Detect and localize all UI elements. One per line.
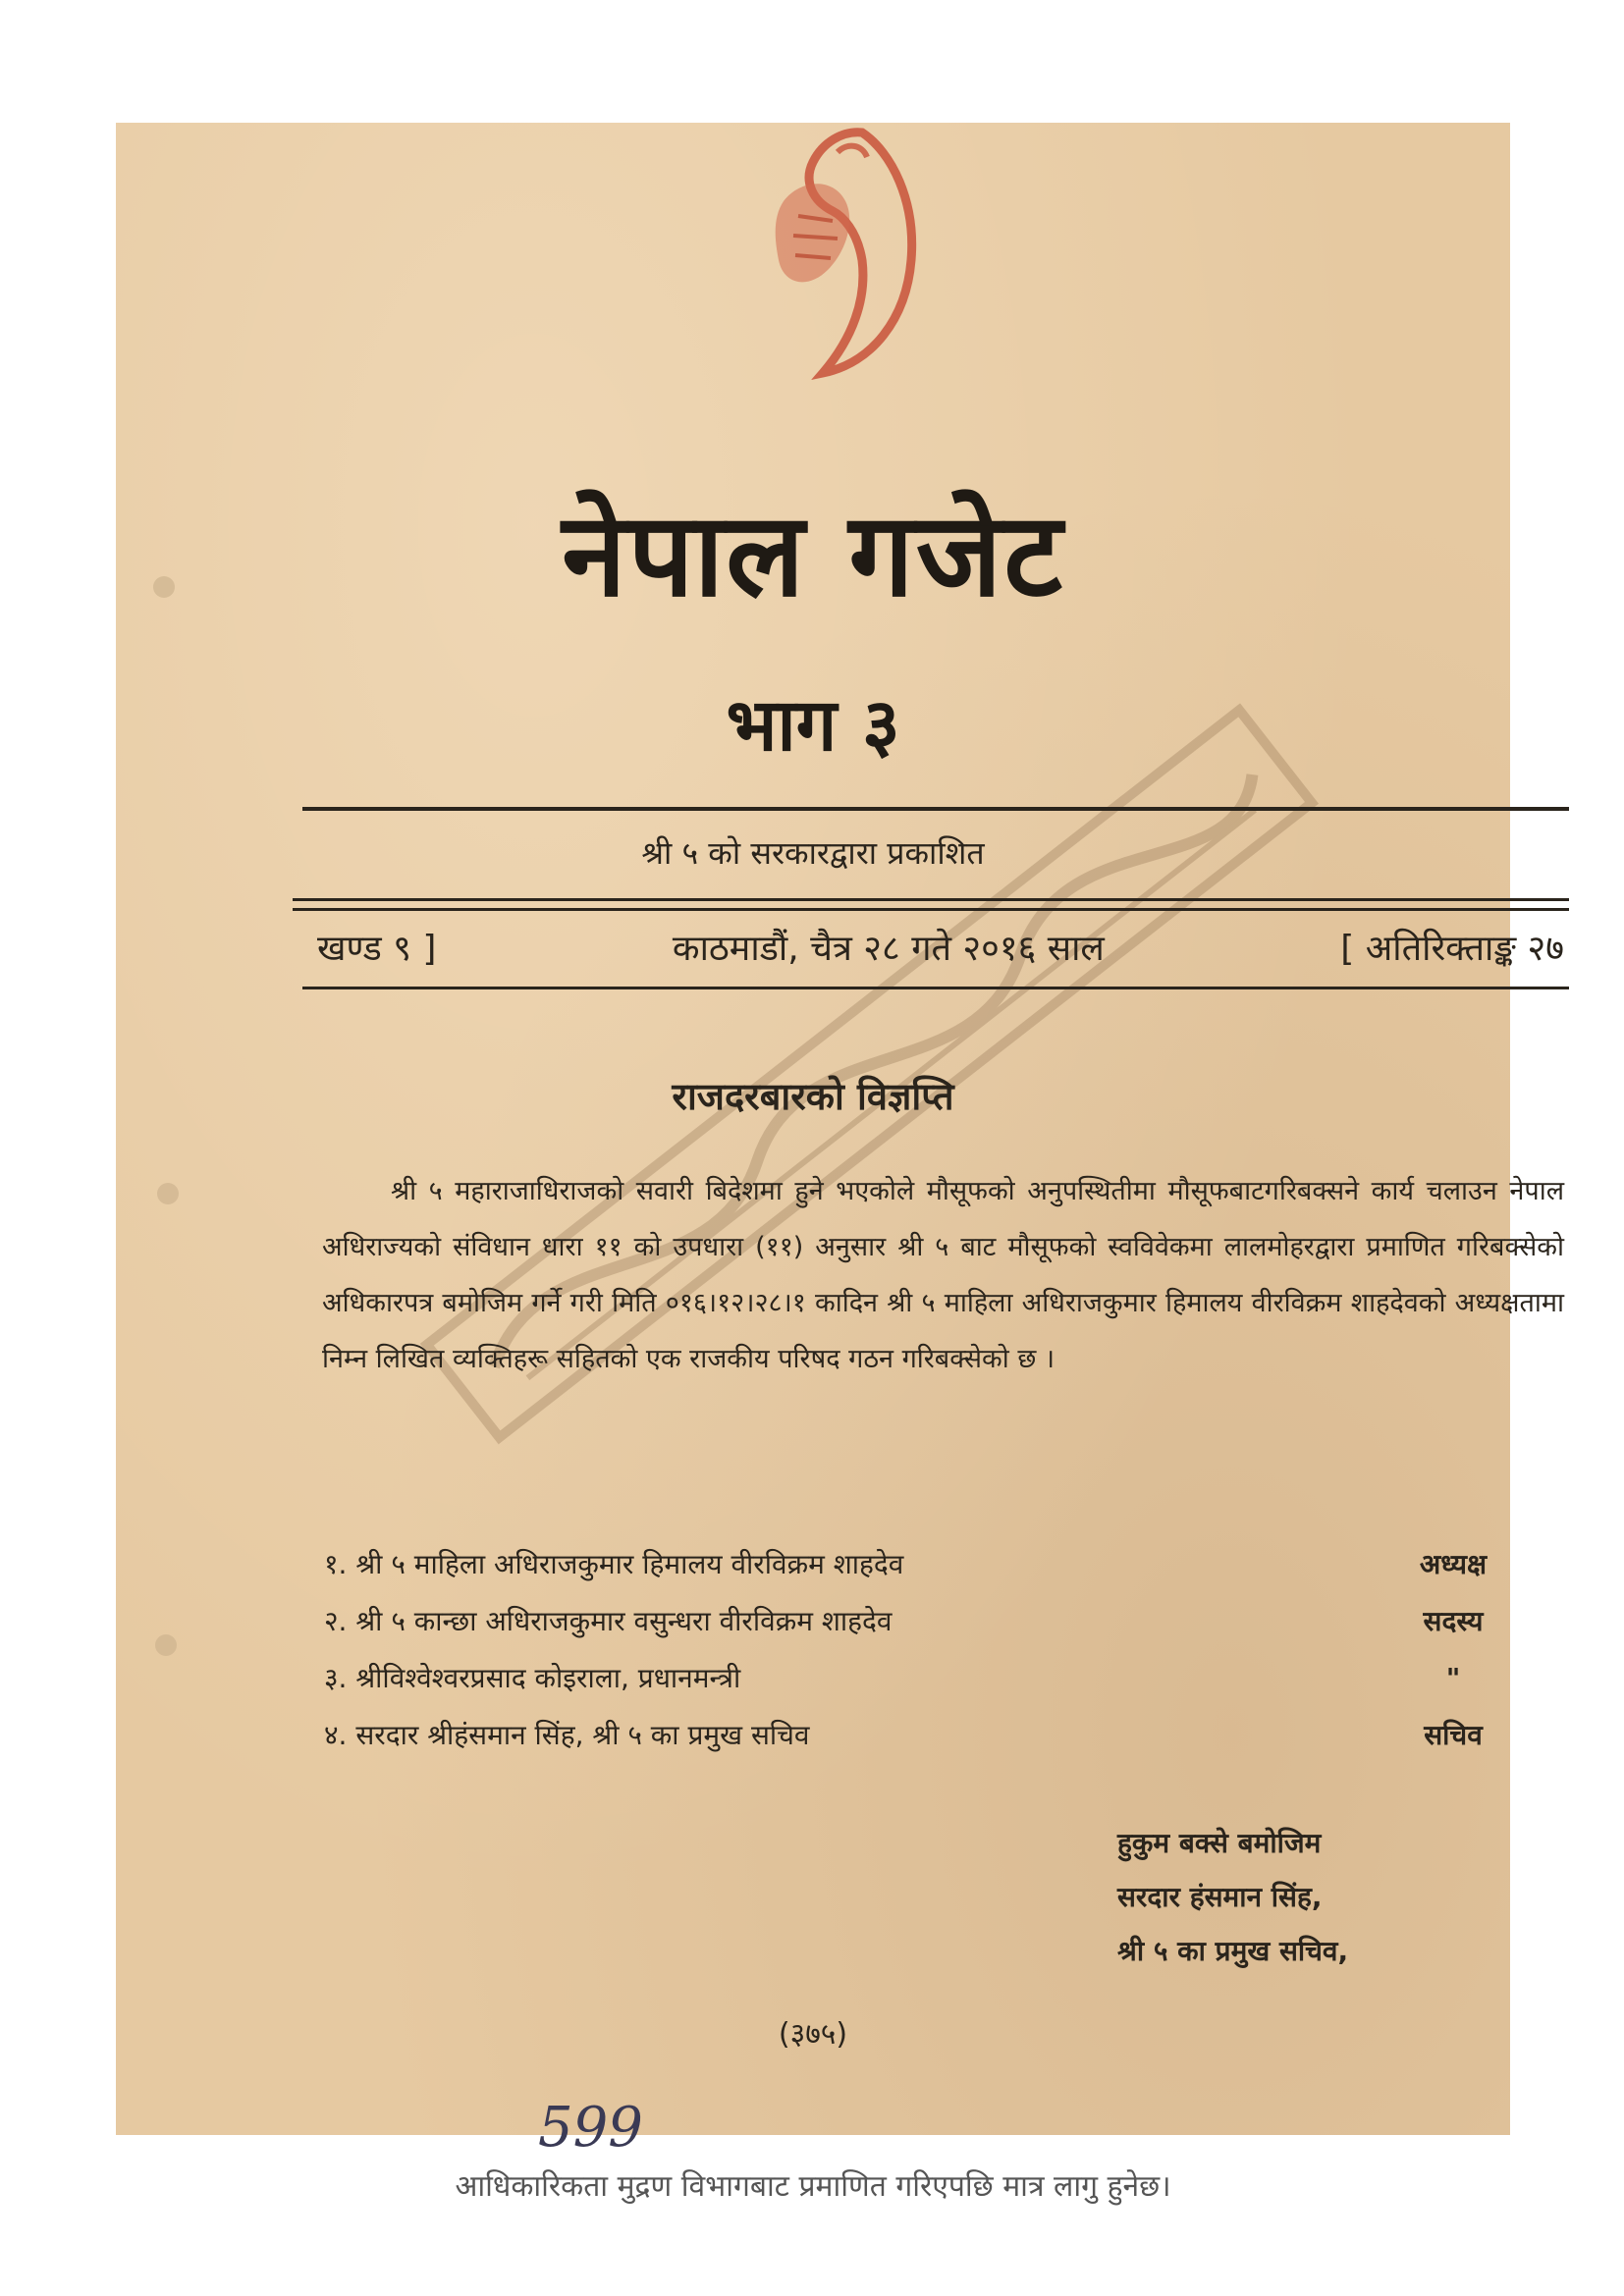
divider bbox=[293, 908, 1569, 911]
gazette-part: भाग ३ bbox=[726, 683, 900, 768]
member-name: २. श्री ५ कान्छा अधिराजकुमार वसुन्धरा वीरविक्रम शाहदेव bbox=[324, 1605, 893, 1637]
supplement-number: [ अतिरिक्ताङ्क २७ bbox=[1340, 929, 1564, 969]
signature-block bbox=[1117, 1816, 1348, 1978]
volume-number: खण्ड ९ ] bbox=[317, 929, 437, 969]
divider bbox=[293, 898, 1569, 901]
list-item bbox=[324, 1707, 1517, 1764]
list-item bbox=[324, 1536, 1517, 1593]
signature-line: सरदार हंसमान सिंह, bbox=[1117, 1881, 1323, 1913]
member-name: १. श्री ५ माहिला अधिराजकुमार हिमालय वीरविक्रम शाहदेव bbox=[324, 1548, 904, 1580]
member-role: सचिव bbox=[1424, 1719, 1483, 1751]
member-name: ३. श्रीविश्वेश्वरप्रसाद कोइराला, प्रधानमन्त्री bbox=[324, 1662, 741, 1694]
list-item bbox=[324, 1650, 1517, 1707]
signature-line: हुकुम बक्से बमोजिम bbox=[1117, 1827, 1322, 1859]
member-role: अध्यक्ष bbox=[1419, 1548, 1488, 1580]
publisher-line: श्री ५ को सरकारद्वारा प्रकाशित bbox=[641, 834, 985, 872]
footer-note: आधिकारिकता मुद्रण विभागबाट प्रमाणित गरिएपछि मात्र लागु हुनेछ। bbox=[455, 2169, 1171, 2204]
gazette-page bbox=[116, 123, 1564, 2204]
notice-body: श्री ५ महाराजाधिराजको सवारी बिदेशमा हुने भएकोले मौसूफको अनुपस्थितीमा मौसूफबाटगरिबक्सने कार्य चलाउन नेपाल अधिराज्यको संविधान धारा ११ को उपधारा (११) अनुसार श्री ५ बाट मौसूफको स्वविवेकमा लालमोहरद्वारा प्रमाणित गरिबक्सेको अधिकारपत्र बमोजिम गर्ने गरी मिति ०१६।१२।२८।१ कादिन श्री ५ माहिला अधिराजकुमार हिमालय वीरविक्रम शाहदेवको अध्यक्षतामा निम्न लिखित व्यक्तिहरू सहितको एक राजकीय परिषद गठन गरिबक्सेको छ । bbox=[322, 1176, 1564, 1374]
member-name: ४. सरदार श्रीहंसमान सिंह, श्री ५ का प्रमुख सचिव bbox=[324, 1719, 810, 1751]
issue-line bbox=[317, 923, 1564, 971]
member-role: " bbox=[1445, 1662, 1461, 1694]
member-role: सदस्य bbox=[1423, 1605, 1484, 1637]
handwritten-note: 599 bbox=[538, 2096, 643, 2160]
punch-hole bbox=[157, 1183, 179, 1204]
list-item bbox=[324, 1593, 1517, 1650]
punch-hole bbox=[155, 1634, 177, 1656]
notice-heading: राजदरबारको विज्ञप्ति bbox=[672, 1075, 954, 1118]
gazette-title: नेपाल गजेट bbox=[562, 487, 1064, 622]
divider bbox=[302, 807, 1569, 811]
signature-line: श्री ५ का प्रमुख सचिव, bbox=[1117, 1935, 1349, 1967]
emblem-stamp-icon bbox=[744, 123, 960, 388]
page-number: (३७५) bbox=[778, 2017, 848, 2052]
place-date: काठमाडौं, चैत्र २८ गते २०१६ साल bbox=[672, 929, 1105, 969]
divider bbox=[302, 987, 1569, 989]
council-members-list bbox=[324, 1536, 1517, 1764]
